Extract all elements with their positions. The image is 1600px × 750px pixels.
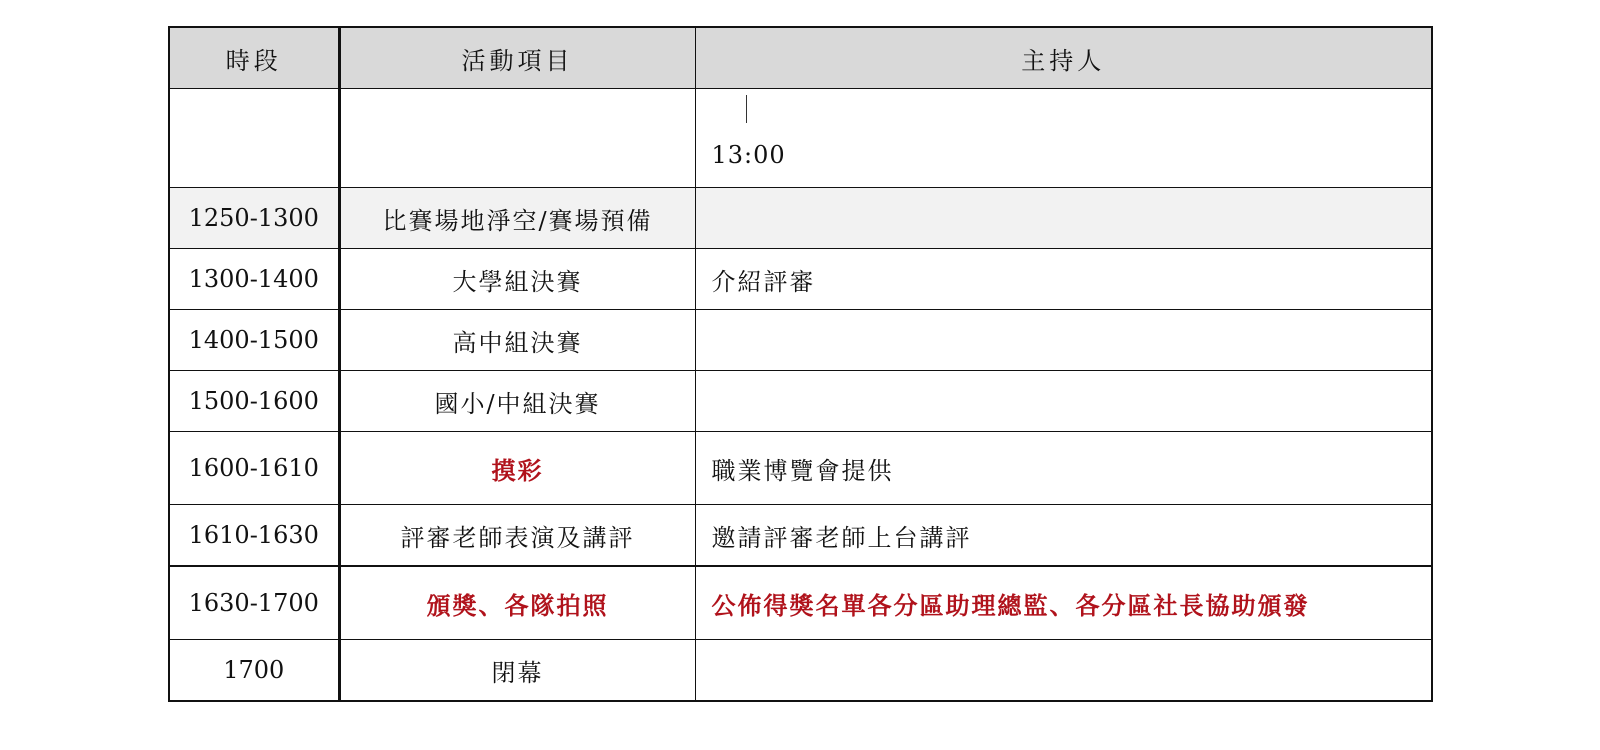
header-time: 時段 [169, 27, 339, 89]
table-row [169, 249, 1432, 310]
table-row [169, 566, 1432, 640]
activity-cell: 高中組決賽 [339, 310, 695, 371]
table-row [169, 505, 1432, 567]
time-cell: 1630-1700 [169, 566, 339, 640]
table-row [169, 432, 1432, 505]
table-row [169, 188, 1432, 249]
time-cell: 1600-1610 [169, 432, 339, 505]
table-row [169, 89, 1432, 188]
time-cell: 1250-1300 [169, 188, 339, 249]
activity-cell: 比賽場地淨空/賽場預備 [339, 188, 695, 249]
schedule-table [168, 26, 1433, 702]
header-activity: 活動項目 [339, 27, 695, 89]
activity-cell: 國小/中組決賽 [339, 371, 695, 432]
host-cell: 邀請評審老師上台講評 [695, 505, 1432, 567]
host-cell: 介紹評審 [695, 249, 1432, 310]
start-time-text: 13:00 [711, 141, 786, 169]
table-row [169, 371, 1432, 432]
host-cell-highlight: 公佈得獎名單各分區助理總監、各分區社長協助頒發 [695, 566, 1432, 640]
host-cell [695, 371, 1432, 432]
host-cell [695, 640, 1432, 702]
header-row [169, 27, 1432, 89]
host-cell: 職業博覽會提供 [695, 432, 1432, 505]
table-row [169, 640, 1432, 702]
host-cell [695, 310, 1432, 371]
time-cell: 1300-1400 [169, 249, 339, 310]
activity-cell: 大學組決賽 [339, 249, 695, 310]
time-cell: 1500-1600 [169, 371, 339, 432]
time-cell: 1610-1630 [169, 505, 339, 567]
activity-cell-highlight: 頒獎、各隊拍照 [339, 566, 695, 640]
host-cell [695, 188, 1432, 249]
table-row [169, 310, 1432, 371]
activity-cell-highlight: 摸彩 [339, 432, 695, 505]
activity-cell [339, 89, 695, 188]
activity-cell: 評審老師表演及講評 [339, 505, 695, 567]
header-host: 主持人 [695, 27, 1432, 89]
time-cell: 1700 [169, 640, 339, 702]
host-cell-content [696, 89, 1432, 187]
host-cell[interactable] [695, 89, 1432, 188]
time-cell: 1400-1500 [169, 310, 339, 371]
activity-cell: 閉幕 [339, 640, 695, 702]
text-cursor [746, 95, 747, 123]
time-cell [169, 89, 339, 188]
